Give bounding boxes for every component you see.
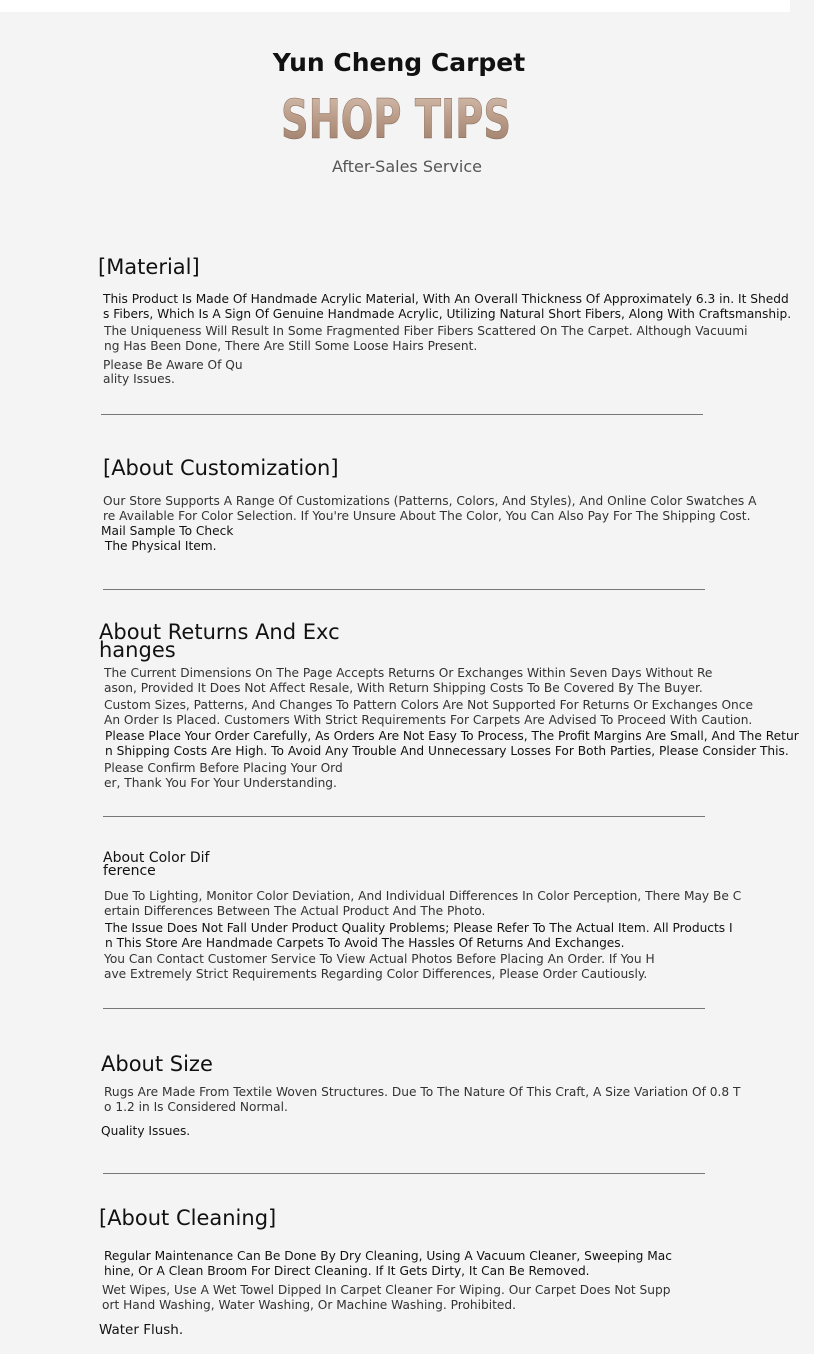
page-subtitle: After-Sales Service (332, 157, 482, 176)
section-title-customization: [About Customization] (103, 456, 339, 480)
color-paragraph-1: Due To Lighting, Monitor Color Deviation, And Individual Differences In Color Perception, There May Be C ertain Differences Between The Actual Product And The Photo. (104, 889, 742, 918)
cleaning-paragraph-1: Regular Maintenance Can Be Done By Dry Cleaning, Using A Vacuum Cleaner, Sweeping Mac hine, Or A Clean Broom For Direct Cleaning. If It Gets Dirty, It Can Be Removed. (104, 1249, 672, 1278)
top-bar (0, 0, 790, 12)
color-paragraph-3: You Can Contact Customer Service To View Actual Photos Before Placing An Order. If You H ave Extremely Strict Requirements Regarding Color Differences, Please Order Cautiously. (104, 952, 655, 981)
divider (103, 1008, 705, 1009)
material-paragraph-3: Please Be Aware Of Qu ality Issues. (103, 358, 243, 386)
section-title-returns: About Returns And Exc hanges (99, 620, 340, 662)
material-paragraph-2: The Uniqueness Will Result In Some Fragmented Fiber Fibers Scattered On The Carpet. Although Vacuumi ng Has Been Done, There Are Still Some Loose Hairs Present. (104, 324, 748, 353)
cleaning-paragraph-2: Wet Wipes, Use A Wet Towel Dipped In Carpet Cleaner For Wiping. Our Carpet Does Not Supp ort Hand Washing, Water Washing, Or Machine Washing. Prohibited. (102, 1283, 671, 1312)
section-title-color: About Color Dif ference (103, 850, 210, 879)
size-paragraph-2: Quality Issues. (101, 1124, 191, 1138)
divider (101, 414, 703, 415)
cleaning-paragraph-3: Water Flush. (99, 1322, 184, 1338)
color-paragraph-2: The Issue Does Not Fall Under Product Quality Problems; Please Refer To The Actual Item. All Products I n This Store Are Handmade Carpets To Avoid The Hassles Of Returns And Exchanges. (105, 921, 733, 950)
returns-paragraph-4: Please Confirm Before Placing Your Ord er, Thank You For Your Understanding. (104, 761, 343, 790)
section-title-material: [Material] (98, 255, 200, 279)
divider (103, 816, 705, 817)
size-paragraph-1: Rugs Are Made From Textile Woven Structures. Due To The Nature Of This Craft, A Size Variation Of 0.8 T o 1.2 in Is Considered Normal. (104, 1085, 741, 1114)
section-title-size: About Size (101, 1052, 213, 1076)
material-paragraph-1: This Product Is Made Of Handmade Acrylic Material, With An Overall Thickness Of Approximately 6.3 in. It Shedd s Fibers, Which Is A Sign Of Genuine Handmade Acrylic, Utilizing Natural Short Fibers, Along With Craftsmanship. (103, 292, 792, 321)
section-title-cleaning: [About Cleaning] (99, 1206, 277, 1230)
returns-paragraph-2: Custom Sizes, Patterns, And Changes To Pattern Colors Are Not Supported For Returns Or Exchanges Once An Order Is Placed. Customers With Strict Requirements For Carpets Are Advised To Proceed With Caution. (104, 698, 753, 727)
returns-paragraph-1: The Current Dimensions On The Page Accepts Returns Or Exchanges Within Seven Days Without Re ason, Provided It Does Not Affect Resale, With Return Shipping Costs To Be Covered By The Buyer. (104, 666, 713, 695)
divider (103, 589, 705, 590)
divider (103, 1173, 705, 1174)
shop-tips-logo (278, 82, 514, 151)
returns-paragraph-3: Please Place Your Order Carefully, As Orders Are Not Easy To Process, The Profit Margins Are Small, And The Retur n Shipping Costs Are High. To Avoid Any Trouble And Unnecessary Losses For Both Parties, Please Consider This. (105, 729, 799, 758)
store-title: Yun Cheng Carpet (272, 48, 526, 77)
customization-paragraph-2: Mail Sample To Check The Physical Item. (101, 524, 234, 553)
logo-text: SHOP TIPS (281, 88, 511, 151)
customization-paragraph-1: Our Store Supports A Range Of Customizations (Patterns, Colors, And Styles), And Online Color Swatches A re Available For Color Selection. If You're Unsure About The Color, You Can Also Pay For The Shipping Cost. (103, 494, 757, 523)
